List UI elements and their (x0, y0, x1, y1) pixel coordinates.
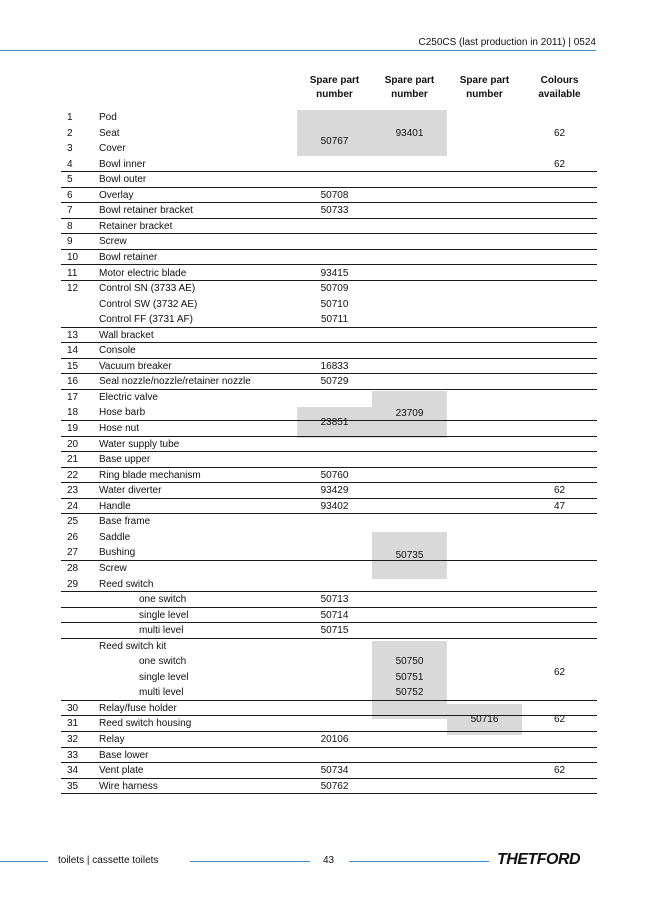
item-number: 29 (67, 578, 79, 590)
part-cell-c1: 50762 (320, 780, 349, 792)
table-subrule (93, 607, 597, 608)
table-row (61, 250, 597, 266)
item-description: Console (99, 345, 136, 357)
table-row (61, 654, 597, 670)
part-cell-c1: 50760 (320, 469, 349, 481)
item-description: Hose nut (99, 423, 140, 434)
part-cell-c1: 50729 (320, 376, 349, 388)
table-row (61, 157, 597, 173)
item-description: Hose barb (99, 407, 146, 419)
item-description: Bowl inner (99, 158, 146, 170)
table-row (61, 359, 597, 375)
item-number: 16 (67, 376, 79, 388)
item-description: Reed switch housing (99, 718, 192, 730)
item-description: Base upper (99, 454, 151, 466)
table-row (61, 748, 597, 764)
merged-value: 50767 (320, 136, 349, 147)
part-cell-c2: 50752 (395, 687, 424, 699)
item-number: 10 (67, 251, 79, 263)
table-row (61, 110, 597, 126)
part-cell-c1: 20106 (320, 734, 349, 745)
item-description: multi level (139, 625, 184, 637)
item-description: Base lower (99, 749, 149, 761)
thetford-logo: THETFORD (497, 851, 581, 868)
item-description: Vacuum breaker (99, 360, 172, 372)
page-number: 43 (323, 855, 335, 866)
item-description: Bowl retainer (99, 251, 158, 263)
item-description: Wire harness (99, 780, 158, 792)
part-cell-c1: 93429 (320, 485, 349, 497)
item-number: 8 (67, 220, 73, 232)
item-number: 26 (67, 531, 79, 543)
item-description: Base frame (99, 516, 151, 528)
item-description: Control SW (3732 AE) (99, 298, 198, 310)
item-number: 18 (67, 407, 79, 419)
item-number: 11 (67, 267, 78, 279)
item-description: Handle (99, 500, 131, 512)
item-description: Control FF (3731 AF) (99, 314, 193, 326)
item-number: 17 (67, 391, 79, 403)
item-description: multi level (139, 687, 184, 699)
item-description: Control SN (3733 AE) (99, 283, 196, 295)
item-description: Cover (99, 143, 126, 155)
footer-rule-right (349, 861, 489, 862)
table-row (61, 639, 597, 655)
merged-value: 50716 (470, 714, 499, 725)
part-cell-c1: 50734 (320, 765, 349, 777)
table-row (61, 577, 597, 593)
merged-value: 62 (553, 128, 566, 139)
part-cell-c2: 50750 (395, 656, 424, 668)
item-description: single level (139, 609, 189, 621)
table-row (61, 732, 597, 748)
part-cell-c4: 47 (553, 500, 566, 512)
table-row (61, 437, 597, 453)
item-number: 14 (67, 345, 79, 357)
item-description: Reed switch kit (99, 640, 167, 652)
item-number: 19 (67, 423, 79, 434)
item-description: Saddle (99, 531, 131, 543)
table-row (61, 530, 597, 546)
footer-rule-mid (190, 861, 310, 862)
item-number: 25 (67, 516, 79, 528)
table-row (61, 374, 597, 390)
table-row (61, 172, 597, 188)
part-cell-c1: 93415 (320, 267, 349, 279)
table-row (61, 234, 597, 250)
item-number: 6 (67, 189, 73, 201)
item-description: Screw (99, 562, 127, 574)
item-number: 5 (67, 174, 73, 186)
part-cell-c4: 62 (553, 158, 566, 170)
part-cell-c1: 50708 (320, 189, 349, 201)
item-number: 35 (67, 780, 79, 792)
table-row (61, 561, 597, 577)
table-row (61, 452, 597, 468)
merged-value: 93401 (395, 128, 424, 139)
part-cell-c1: 50713 (320, 594, 349, 606)
item-number: 7 (67, 205, 73, 217)
item-description: Screw (99, 236, 127, 248)
item-description: Retainer bracket (99, 220, 173, 232)
item-number: 15 (67, 360, 79, 372)
table-row (61, 328, 597, 344)
item-description: Water diverter (99, 485, 162, 497)
table-row (61, 312, 597, 328)
table-row (61, 203, 597, 219)
item-description: Relay (99, 734, 125, 745)
item-description: Bowl outer (99, 174, 147, 186)
item-number: 12 (67, 283, 79, 295)
part-cell-c1: 50709 (320, 283, 349, 295)
item-description: Seal nozzle/nozzle/retainer nozzle (99, 376, 251, 388)
item-description: Bowl retainer bracket (99, 205, 193, 217)
table-row (61, 297, 597, 313)
item-number: 22 (67, 469, 79, 481)
merged-value: 62 (553, 667, 566, 678)
table-row (61, 685, 597, 701)
page-header-title: C250CS (last production in 2011) | 0524 (418, 37, 596, 48)
item-number: 28 (67, 562, 79, 574)
table-row (61, 763, 597, 779)
item-description: Electric valve (99, 391, 158, 403)
part-cell-c1: 50711 (320, 314, 349, 326)
item-number: 9 (67, 236, 73, 248)
column-header-spare-2: Spare part number (384, 75, 435, 100)
item-description: Ring blade mechanism (99, 469, 201, 481)
table-row (61, 623, 597, 639)
column-header-spare-1: Spare part number (309, 75, 360, 100)
table-row (61, 281, 597, 297)
table-row (61, 266, 597, 282)
merged-value: 62 (553, 714, 566, 725)
table-row (61, 592, 597, 608)
item-description: one switch (139, 656, 187, 668)
part-cell-c2: 50751 (395, 671, 424, 683)
item-description: Seat (99, 127, 120, 139)
merged-value: 23709 (395, 408, 424, 419)
part-cell-c1: 93402 (320, 500, 349, 512)
item-description: Wall bracket (99, 329, 154, 341)
item-description: Pod (99, 112, 117, 123)
table-row (61, 188, 597, 204)
column-header-colours: Colours available (538, 75, 581, 100)
part-cell-c1: 50714 (320, 609, 349, 621)
table-subrule (93, 622, 597, 623)
item-number: 20 (67, 438, 79, 450)
item-number: 13 (67, 329, 79, 341)
item-number: 31 (67, 718, 79, 730)
item-number: 34 (67, 765, 79, 777)
footer-section-label: toilets | cassette toilets (58, 855, 159, 866)
table-row (61, 468, 597, 484)
part-cell-c1: 50715 (320, 625, 349, 637)
table-row (61, 499, 597, 515)
footer-rule-left (0, 861, 48, 862)
part-cell-c1: 50710 (320, 298, 349, 310)
part-cell-c1: 16833 (320, 360, 349, 372)
item-number: 4 (67, 158, 73, 170)
item-description: Motor electric blade (99, 267, 187, 279)
item-number: 24 (67, 500, 79, 512)
item-description: Bushing (99, 547, 136, 559)
item-number: 23 (67, 485, 79, 497)
item-description: Reed switch (99, 578, 154, 590)
table-row (61, 608, 597, 624)
table-row (61, 483, 597, 499)
merged-value: 23851 (320, 417, 349, 428)
item-number: 30 (67, 702, 79, 714)
column-header-spare-3: Spare part number (459, 75, 510, 100)
table-row (61, 670, 597, 686)
item-description: single level (139, 671, 189, 683)
table-row (61, 779, 597, 795)
merged-value: 50735 (395, 550, 424, 561)
table-row (61, 545, 597, 561)
item-description: one switch (139, 594, 187, 606)
item-number: 21 (67, 454, 79, 466)
header-rule (0, 50, 596, 51)
table-row (61, 219, 597, 235)
item-number: 2 (67, 127, 73, 139)
table-row (61, 343, 597, 359)
table-row (61, 390, 597, 406)
part-cell-c4: 62 (553, 765, 566, 777)
part-cell-c1: 50733 (320, 205, 349, 217)
item-number: 1 (67, 112, 73, 123)
item-description: Vent plate (99, 765, 144, 777)
item-description: Water supply tube (99, 438, 180, 450)
item-number: 27 (67, 547, 79, 559)
item-description: Relay/fuse holder (99, 702, 177, 714)
table-row (61, 514, 597, 530)
item-number: 33 (67, 749, 79, 761)
part-cell-c4: 62 (553, 485, 566, 497)
item-description: Overlay (99, 189, 134, 201)
item-number: 3 (67, 143, 73, 155)
item-number: 32 (67, 734, 79, 745)
